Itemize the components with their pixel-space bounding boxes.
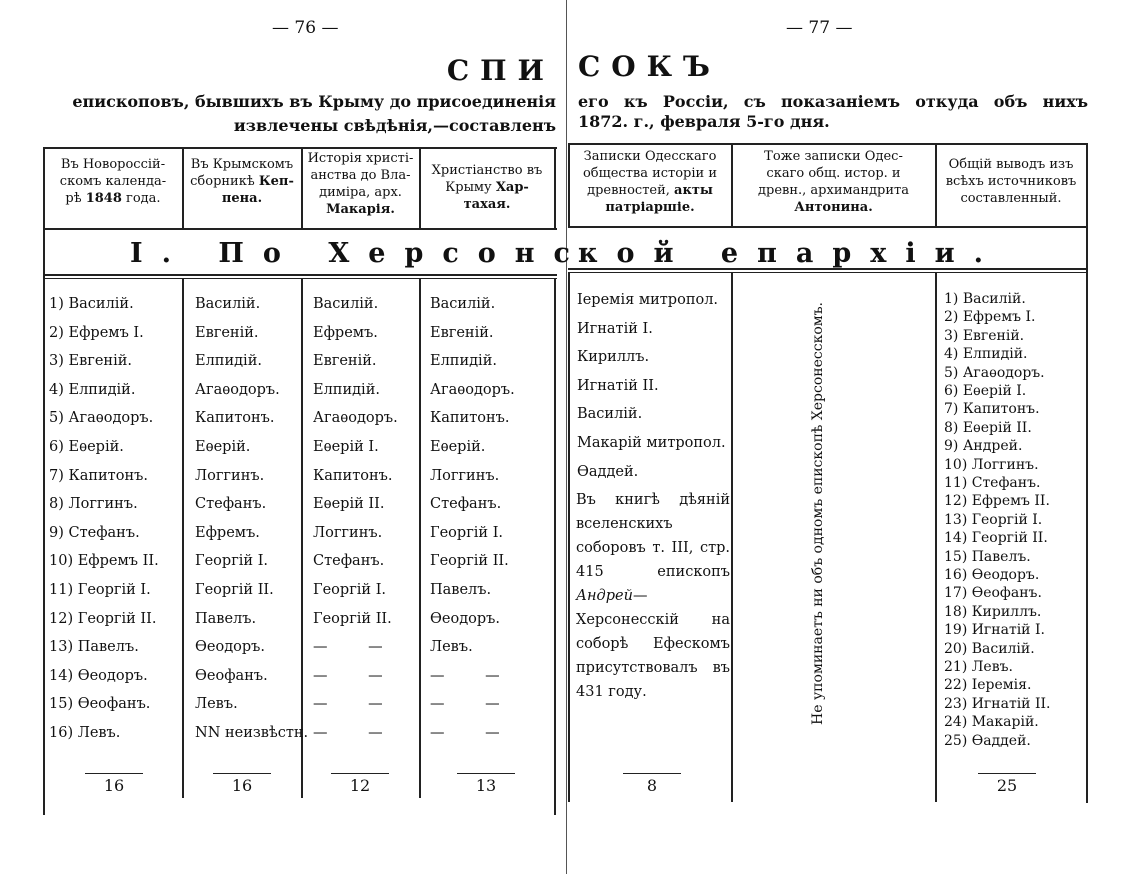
col-line-7b xyxy=(935,272,937,802)
subtitle-right-line2: 1872. г., февраля 5-го дня. xyxy=(578,112,830,131)
header-col3: Исторія христі- анства до Вла- диміра, арх. Макарія. xyxy=(307,151,414,217)
col7-entry: 17) Ѳеофанъ. xyxy=(944,585,1042,602)
col7-entry: 22) Іеремія. xyxy=(944,677,1032,694)
col4-entry: — — xyxy=(430,696,518,713)
subtitle-right-line1: его къ Россіи, съ показаніемъ откуда объ нихъ xyxy=(578,92,1088,111)
col4-entry: Левъ. xyxy=(430,639,473,656)
col4-entry: Георгій I. xyxy=(430,524,504,541)
col2-entry: Агаѳодоръ. xyxy=(195,381,280,398)
col4-entry: — — xyxy=(430,725,518,741)
col2-entry: Ѳеодоръ. xyxy=(195,639,265,656)
col7-entry: 1) Василій. xyxy=(944,291,1026,307)
col1-entry: 10) Ефремъ II. xyxy=(49,553,159,570)
col7-entry: 15) Павелъ. xyxy=(944,548,1031,565)
col-line-6b xyxy=(731,272,733,802)
col4-entry: Ѳеодоръ. xyxy=(430,610,500,627)
col2-entry: Василій. xyxy=(195,296,261,312)
col2-entry: Елпидій. xyxy=(195,353,262,370)
header-col6: Тоже записки Одес- скаго общ. истор. и древн., архимандрита Антонина. xyxy=(758,149,909,215)
col5-entry: Василій. xyxy=(577,406,643,423)
col-line-8 xyxy=(1086,143,1088,803)
col4-entry: Евгеній. xyxy=(430,324,494,341)
col2-entry: Левъ. xyxy=(195,696,238,713)
page-number-left: — 76 — xyxy=(272,18,339,38)
header-col5: Записки Одесскаго общества исторіи и древностей, акты патріаршіе. xyxy=(582,149,717,215)
col3-entry: Елпидій. xyxy=(313,381,380,398)
col1-entry: 6) Еѳерій. xyxy=(49,439,124,455)
col7-entry: 12) Ефремъ II. xyxy=(944,493,1050,510)
col2-entry: Евгеній. xyxy=(195,324,259,341)
col1-entry: 14) Ѳеодоръ. xyxy=(49,667,148,684)
col2-entry: Еѳерій. xyxy=(195,439,251,455)
col7-entry: 25) Ѳаддей. xyxy=(944,732,1031,749)
page-number-right: — 77 — xyxy=(786,18,853,38)
col3-entry: — — xyxy=(313,696,401,713)
col4-entry: Елпидій. xyxy=(430,353,497,370)
table-top-rule-right xyxy=(568,143,1088,145)
header-col1: Въ Новороссій- скомъ календа- рѣ 1848 года. xyxy=(59,157,167,206)
col5-entry: Кириллъ. xyxy=(577,349,650,366)
header-bottom-rule-right xyxy=(568,226,1088,228)
header-col4: Христіанство въ Крыму Хар- тахая. xyxy=(431,163,543,212)
col5-entry: Игнатій I. xyxy=(577,320,653,337)
col7-entry: 19) Игнатій I. xyxy=(944,622,1045,639)
col7-entry: 13) Георгій I. xyxy=(944,511,1043,528)
col4-entry: Логгинъ. xyxy=(430,467,500,484)
col3-entry: Ефремъ. xyxy=(313,324,378,341)
table-top-rule-left xyxy=(43,147,557,149)
col1-entry: 11) Георгій I. xyxy=(49,582,151,598)
col3-entry: Василій. xyxy=(313,296,379,312)
col3-entry: Георгій II. xyxy=(313,610,392,627)
col7-entry: 23) Игнатій II. xyxy=(944,695,1051,712)
col7-entry: 14) Георгій II. xyxy=(944,530,1048,547)
col5-entry: Ѳаддей. xyxy=(577,463,639,480)
col2-entry: Ефремъ. xyxy=(195,524,260,541)
eparchy-bottom-rule-left-thin xyxy=(43,278,557,279)
total-col3: 12 xyxy=(325,773,395,795)
col2-entry: Георгій I. xyxy=(195,553,269,570)
col-line-0 xyxy=(43,147,45,815)
col1-entry: 15) Ѳеофанъ. xyxy=(49,696,151,713)
book-spine xyxy=(566,0,567,874)
eparchy-heading-right: кой епархіи. xyxy=(578,238,1003,269)
col-line-3b xyxy=(419,278,421,798)
col3-entry: Евгеній. xyxy=(313,353,377,370)
subtitle-left-line2: извлечены свѣдѣнія,—составленъ xyxy=(233,116,556,135)
total-col5: 8 xyxy=(617,773,687,795)
header-col2: Въ Крымскомъ сборникѣ Кеп- пена. xyxy=(190,157,294,206)
col7-entry: 8) Еѳерій II. xyxy=(944,419,1032,436)
col2-entry: Логгинъ. xyxy=(195,467,265,484)
col3-entry: — — xyxy=(313,667,401,684)
col1-entry: 12) Георгій II. xyxy=(49,610,157,627)
col3-entry: — — xyxy=(313,639,401,656)
total-col1: 16 xyxy=(79,773,149,795)
col1-entry: 7) Капитонъ. xyxy=(49,467,148,484)
col2-entry: Павелъ. xyxy=(195,610,257,627)
total-col7: 25 xyxy=(972,773,1042,795)
col3-entry: Агаѳодоръ. xyxy=(313,410,398,427)
col5-entry: Іеремія митропол. xyxy=(577,292,719,308)
col7-entry: 20) Василій. xyxy=(944,640,1035,657)
col-line-5b xyxy=(568,272,570,802)
col7-entry: 16) Ѳеодоръ. xyxy=(944,567,1040,583)
col3-entry: Еѳерій I. xyxy=(313,439,379,455)
subtitle-left-line1: епископовъ, бывшихъ въ Крыму до присоединенія xyxy=(72,92,556,111)
col2-entry: Стефанъ. xyxy=(195,496,267,513)
col1-entry: 4) Елпидій. xyxy=(49,381,136,398)
col2-entry: Георгій II. xyxy=(195,582,274,598)
col4-entry: — — xyxy=(430,667,518,684)
col2-entry: Ѳеофанъ. xyxy=(195,667,268,684)
col5-entry: Макарій митропол. xyxy=(577,435,726,451)
col-line-1b xyxy=(182,278,184,798)
eparchy-bottom-rule-left xyxy=(43,274,557,276)
col-line-4b xyxy=(554,278,556,815)
col1-entry: 13) Павелъ. xyxy=(49,639,139,656)
col7-entry: 2) Ефремъ I. xyxy=(944,309,1036,326)
col-line-4a xyxy=(554,147,556,229)
col1-entry: 5) Агаѳодоръ. xyxy=(49,410,154,427)
col7-entry: 6) Еѳерій I. xyxy=(944,383,1027,399)
col7-entry: 5) Агаѳодоръ. xyxy=(944,364,1045,381)
col5-entry: Игнатій II. xyxy=(577,377,659,394)
col4-entry: Георгій II. xyxy=(430,553,509,570)
col7-entry: 11) Стефанъ. xyxy=(944,475,1041,491)
col1-entry: 2) Ефремъ I. xyxy=(49,324,144,341)
col3-entry: Логгинъ. xyxy=(313,524,383,541)
col4-entry: Стефанъ. xyxy=(430,496,502,513)
title-left: СПИ xyxy=(446,54,555,87)
eparchy-heading-left: I. По Херсонс xyxy=(130,238,589,269)
col1-entry: 8) Логгинъ. xyxy=(49,496,138,513)
col4-entry: Агаѳодоръ. xyxy=(430,381,515,398)
header-bottom-rule-left xyxy=(43,228,557,230)
col1-entry: 16) Левъ. xyxy=(49,725,121,741)
col7-entry: 4) Елпидій. xyxy=(944,346,1028,363)
col3-entry: Георгій I. xyxy=(313,582,387,598)
col3-entry: Капитонъ. xyxy=(313,467,393,484)
col7-entry: 18) Кириллъ. xyxy=(944,603,1042,620)
col7-entry: 3) Евгеній. xyxy=(944,327,1025,344)
col3-entry: Еѳерій II. xyxy=(313,496,385,513)
col-line-2b xyxy=(301,278,303,798)
header-col7: Общій выводъ изъ всѣхъ источниковъ составленный. xyxy=(945,157,1077,206)
total-col4: 13 xyxy=(451,773,521,795)
col7-entry: 24) Макарій. xyxy=(944,714,1039,731)
col4-entry: Павелъ. xyxy=(430,582,492,598)
col2-entry: NN неизвѣстн. xyxy=(195,725,309,741)
col7-entry: 7) Капитонъ. xyxy=(944,401,1040,418)
col7-entry: 10) Логгинъ. xyxy=(944,456,1039,473)
col4-entry: Капитонъ. xyxy=(430,410,510,427)
total-col2: 16 xyxy=(207,773,277,795)
council-note: Въ книгѣ дѣяній вселенскихъ соборовъ т. III, стр. 415 епископъ Андрей—Херсонесскій на соборѣ Ефескомъ присутствовалъ въ 431 году. xyxy=(576,492,730,700)
col3-entry: — — xyxy=(313,725,401,741)
col4-entry: Василій. xyxy=(430,296,496,312)
col1-entry: 1) Василій. xyxy=(49,296,134,312)
col7-entry: 9) Андрей. xyxy=(944,438,1023,455)
title-right: СОКЪ xyxy=(578,50,721,83)
col1-entry: 9) Стефанъ. xyxy=(49,524,140,541)
col3-entry: Стефанъ. xyxy=(313,553,385,570)
eparchy-bottom-rule-right-thin xyxy=(568,272,1088,273)
antonin-vertical-note: Не упоминаетъ ни объ одномъ епископѣ Херсонесскомъ. xyxy=(810,301,826,725)
col4-entry: Еѳерій. xyxy=(430,439,486,455)
col1-entry: 3) Евгеній. xyxy=(49,353,132,370)
col2-entry: Капитонъ. xyxy=(195,410,275,427)
col7-entry: 21) Левъ. xyxy=(944,659,1013,675)
